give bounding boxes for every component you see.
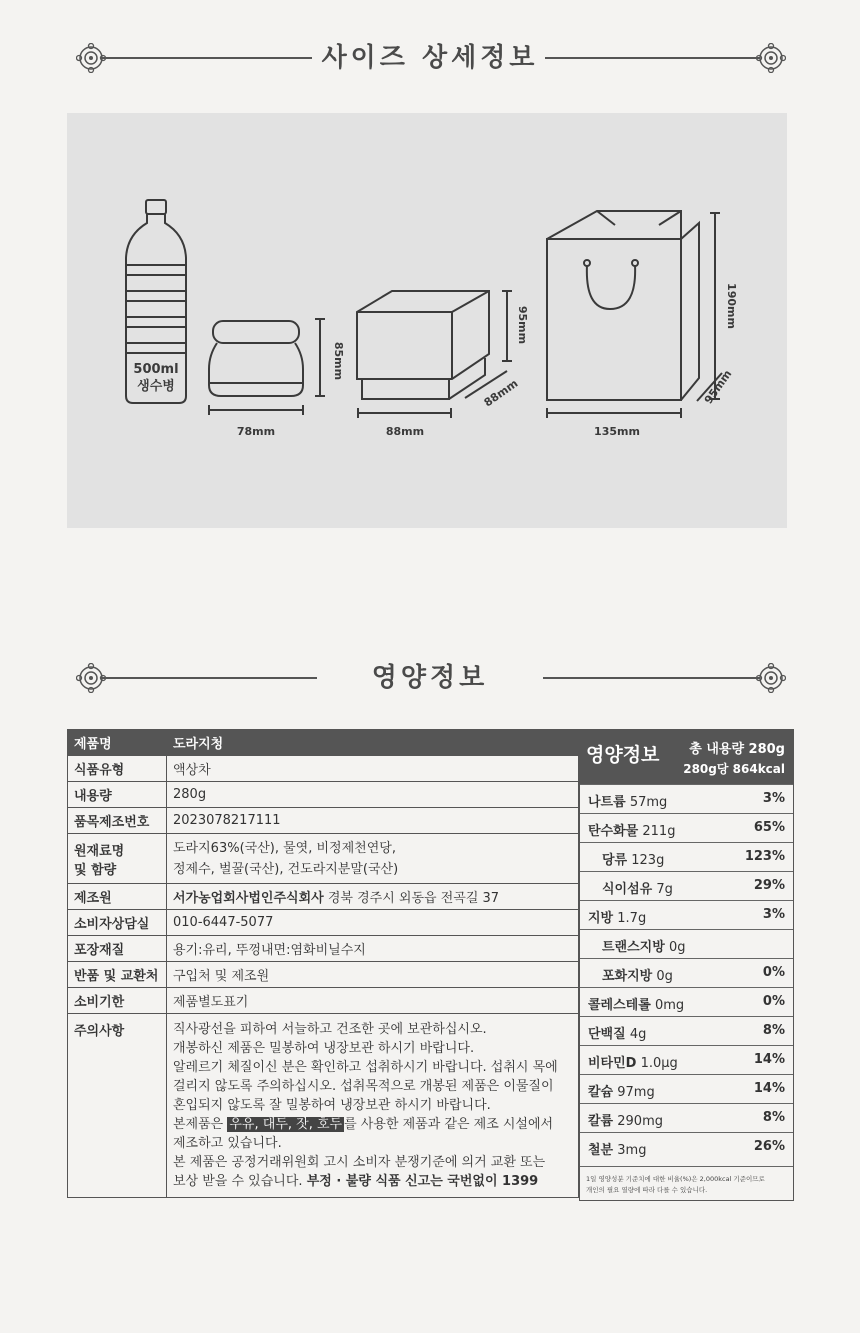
- nutrient-percent: 14%: [753, 1052, 785, 1067]
- box-width-label: 88mm: [385, 425, 425, 438]
- table-row: [68, 988, 579, 1014]
- nutrient-percent: 65%: [753, 820, 785, 835]
- box-height-label: 95mm: [516, 305, 529, 345]
- footnote-line: 1일 영양성분 기준치에 대한 비율(%)은 2,000kcal 기준이므로: [586, 1175, 765, 1183]
- manufacturer-address: 경북 경주시 외동읍 전곡길 37: [327, 891, 500, 906]
- row-value-line: 도라지63%(국산), 물엿, 비정제천연당,: [173, 840, 396, 856]
- nutrient-row: [580, 1103, 793, 1133]
- nutrient-percent: 3%: [762, 791, 785, 806]
- caution-line: 개봉하신 제품은 밀봉하여 냉장보관 하시기 바랍니다.: [173, 1041, 475, 1056]
- row-value: 280g: [167, 782, 579, 808]
- allergen-highlight: 우유, 대두, 잣, 호두: [229, 1117, 343, 1132]
- nutrient-percent: 0%: [762, 965, 785, 980]
- table-row: [68, 884, 579, 910]
- caution-line: 직사광선을 피하여 서늘하고 건조한 곳에 보관하십시오.: [173, 1022, 487, 1037]
- caution-text-part: 를 사용한 제품과 같은 제조 시설에서: [344, 1117, 554, 1132]
- size-section-header: [0, 38, 860, 78]
- bag-depth-label: 95mm: [701, 367, 735, 407]
- product-info-table: [67, 729, 579, 1198]
- row-value: 도라지청: [167, 730, 579, 756]
- nutrient-amount: 3mg: [617, 1143, 647, 1158]
- caution-text-part: 보상 받을 수 있습니다.: [173, 1174, 303, 1189]
- caution-line: 알레르기 체질이신 분은 확인하고 섭취하시기 바랍니다. 섭취시 목에: [173, 1060, 558, 1075]
- nutrition-section-header: [0, 658, 860, 698]
- nutrition-section-title: 영양정보: [371, 663, 489, 693]
- nutrient-amount: 123g: [631, 853, 665, 868]
- nutrient-amount: 1.7g: [617, 911, 647, 926]
- nutrient-name: 비타민D: [588, 1056, 637, 1071]
- box-depth-label: 88mm: [481, 376, 521, 410]
- nutrient-percent: 8%: [762, 1110, 785, 1125]
- nutrient-row: [580, 813, 793, 843]
- row-label-line: 원재료명: [74, 843, 125, 859]
- nutrition-facts-title: 영양정보: [586, 744, 660, 766]
- total-content: 총 내용량 280g: [689, 742, 785, 757]
- jar-icon: [209, 319, 325, 415]
- table-row: [68, 910, 579, 936]
- nutrient-percent: 29%: [753, 878, 785, 893]
- row-value: [167, 834, 579, 884]
- caution-line: 제조하고 있습니다.: [173, 1136, 282, 1151]
- row-value: 2023078217111: [167, 808, 579, 834]
- nutrient-row: [580, 1016, 793, 1046]
- row-value: 제품별도표기: [167, 988, 579, 1014]
- row-label: 품목제조번호: [68, 808, 167, 834]
- caution-line: [173, 1115, 572, 1134]
- nutrient-name: 철분: [588, 1143, 614, 1158]
- nutrient-row: [580, 871, 793, 901]
- caution-text: [167, 1014, 579, 1198]
- table-row: [68, 962, 579, 988]
- nutrient-amount: 211g: [642, 824, 676, 839]
- nutrient-name: 칼슘: [588, 1085, 614, 1100]
- nutrient-percent: 3%: [762, 907, 785, 922]
- table-row: [68, 730, 579, 756]
- size-section-title: 사이즈 상세정보: [321, 43, 539, 73]
- shopping-bag-icon: [547, 211, 722, 418]
- nutrient-name: 칼륨: [588, 1114, 614, 1129]
- nutrition-facts-panel: [579, 729, 794, 1201]
- nutrient-row: [580, 987, 793, 1017]
- size-illustration: [67, 113, 787, 528]
- nutrition-footnote: [586, 1174, 791, 1196]
- nutrient-name: 탄수화물: [588, 824, 639, 839]
- nutrient-amount: 97mg: [617, 1085, 655, 1100]
- nutrient-name: 식이섬유: [602, 882, 653, 897]
- nutrient-amount: 290mg: [617, 1114, 663, 1129]
- nutrient-row: [580, 900, 793, 930]
- row-value: [167, 884, 579, 910]
- nutrient-amount: 0g: [656, 969, 673, 984]
- nutrient-percent: 26%: [753, 1139, 785, 1154]
- nutrient-amount: 0mg: [654, 998, 685, 1013]
- nutrient-amount: 7g: [656, 882, 673, 897]
- nutrient-row: [580, 1045, 793, 1075]
- table-row: [68, 936, 579, 962]
- nutrient-amount: 0g: [668, 940, 686, 955]
- nutrient-name: 당류: [602, 853, 628, 868]
- nutrient-percent: 0%: [762, 994, 785, 1009]
- caution-line: [173, 1172, 572, 1191]
- caution-line: 혼입되지 않도록 잘 밀봉하여 냉장보관 하시기 바랍니다.: [173, 1098, 491, 1113]
- row-label-line: 및 함량: [74, 862, 117, 878]
- nutrient-percent: 14%: [753, 1081, 785, 1096]
- footnote-line: 개인의 필요 열량에 따라 다를 수 있습니다.: [586, 1186, 708, 1194]
- row-label: 식품유형: [68, 756, 167, 782]
- row-label: 주의사항: [68, 1014, 167, 1198]
- bottle-name-label: 생수병: [137, 379, 175, 394]
- nutrient-name: 단백질: [588, 1027, 626, 1042]
- row-label: 제품명: [68, 730, 167, 756]
- table-row: [68, 756, 579, 782]
- nutrient-row: [580, 958, 793, 988]
- nutrition-facts-header: [580, 730, 793, 784]
- nutrient-amount: 1.0μg: [640, 1056, 678, 1071]
- row-label: 소비기한: [68, 988, 167, 1014]
- table-row: [68, 808, 579, 834]
- bottle-volume-label: 500ml: [133, 362, 179, 377]
- caution-line: 걸리지 않도록 주의하십시오. 섭취목적으로 개봉된 제품은 이물질이: [173, 1079, 554, 1094]
- report-hotline: 부정 · 불량 식품 신고는 국번없이 1399: [306, 1174, 539, 1189]
- nutrient-row: [580, 784, 793, 814]
- nutrient-amount: 4g: [629, 1027, 647, 1042]
- row-value: 010-6447-5077: [167, 910, 579, 936]
- footnote-divider: [580, 1166, 793, 1167]
- row-value: 구입처 및 제조원: [167, 962, 579, 988]
- row-label: [68, 834, 167, 884]
- nutrient-row: [580, 1074, 793, 1104]
- bag-height-label: 190mm: [725, 283, 738, 329]
- row-label: 제조원: [68, 884, 167, 910]
- row-value: 액상차: [167, 756, 579, 782]
- nutrient-name: 지방: [588, 911, 614, 926]
- nutrient-row: [580, 929, 793, 959]
- nutrient-percent: 8%: [762, 1023, 785, 1038]
- row-label: 반품 및 교환처: [68, 962, 167, 988]
- caution-line: 본 제품은 공정거래위원회 고시 소비자 분쟁기준에 의거 교환 또는: [173, 1155, 546, 1170]
- nutrient-name: 콜레스테롤: [588, 998, 651, 1013]
- nutrient-row: [580, 1132, 793, 1162]
- calories-per-serving: 280g당 864kcal: [683, 762, 785, 776]
- jar-width-label: 78mm: [236, 425, 276, 438]
- jar-height-label: 85mm: [332, 341, 345, 381]
- nutrient-name: 포화지방: [602, 969, 653, 984]
- row-label: 소비자상담실: [68, 910, 167, 936]
- table-row: [68, 834, 579, 884]
- nutrient-amount: 57mg: [629, 795, 668, 810]
- nutrient-name: 나트륨: [588, 795, 626, 810]
- nutrient-row: [580, 842, 793, 872]
- table-row: [68, 782, 579, 808]
- row-label: 포장재질: [68, 936, 167, 962]
- nutrient-name: 트랜스지방: [602, 940, 665, 955]
- caution-text-part: 본제품은: [173, 1117, 224, 1132]
- row-label: 내용량: [68, 782, 167, 808]
- row-value: 용기:유리, 뚜껑내면:염화비닐수지: [167, 936, 579, 962]
- manufacturer-name: 서가농업회사법인주식회사: [173, 891, 324, 906]
- row-value-line: 정제수, 벌꿀(국산), 건도라지분말(국산): [173, 861, 399, 877]
- bag-width-label: 135mm: [594, 425, 640, 438]
- table-row: [68, 1014, 579, 1198]
- nutrient-percent: 123%: [744, 849, 785, 864]
